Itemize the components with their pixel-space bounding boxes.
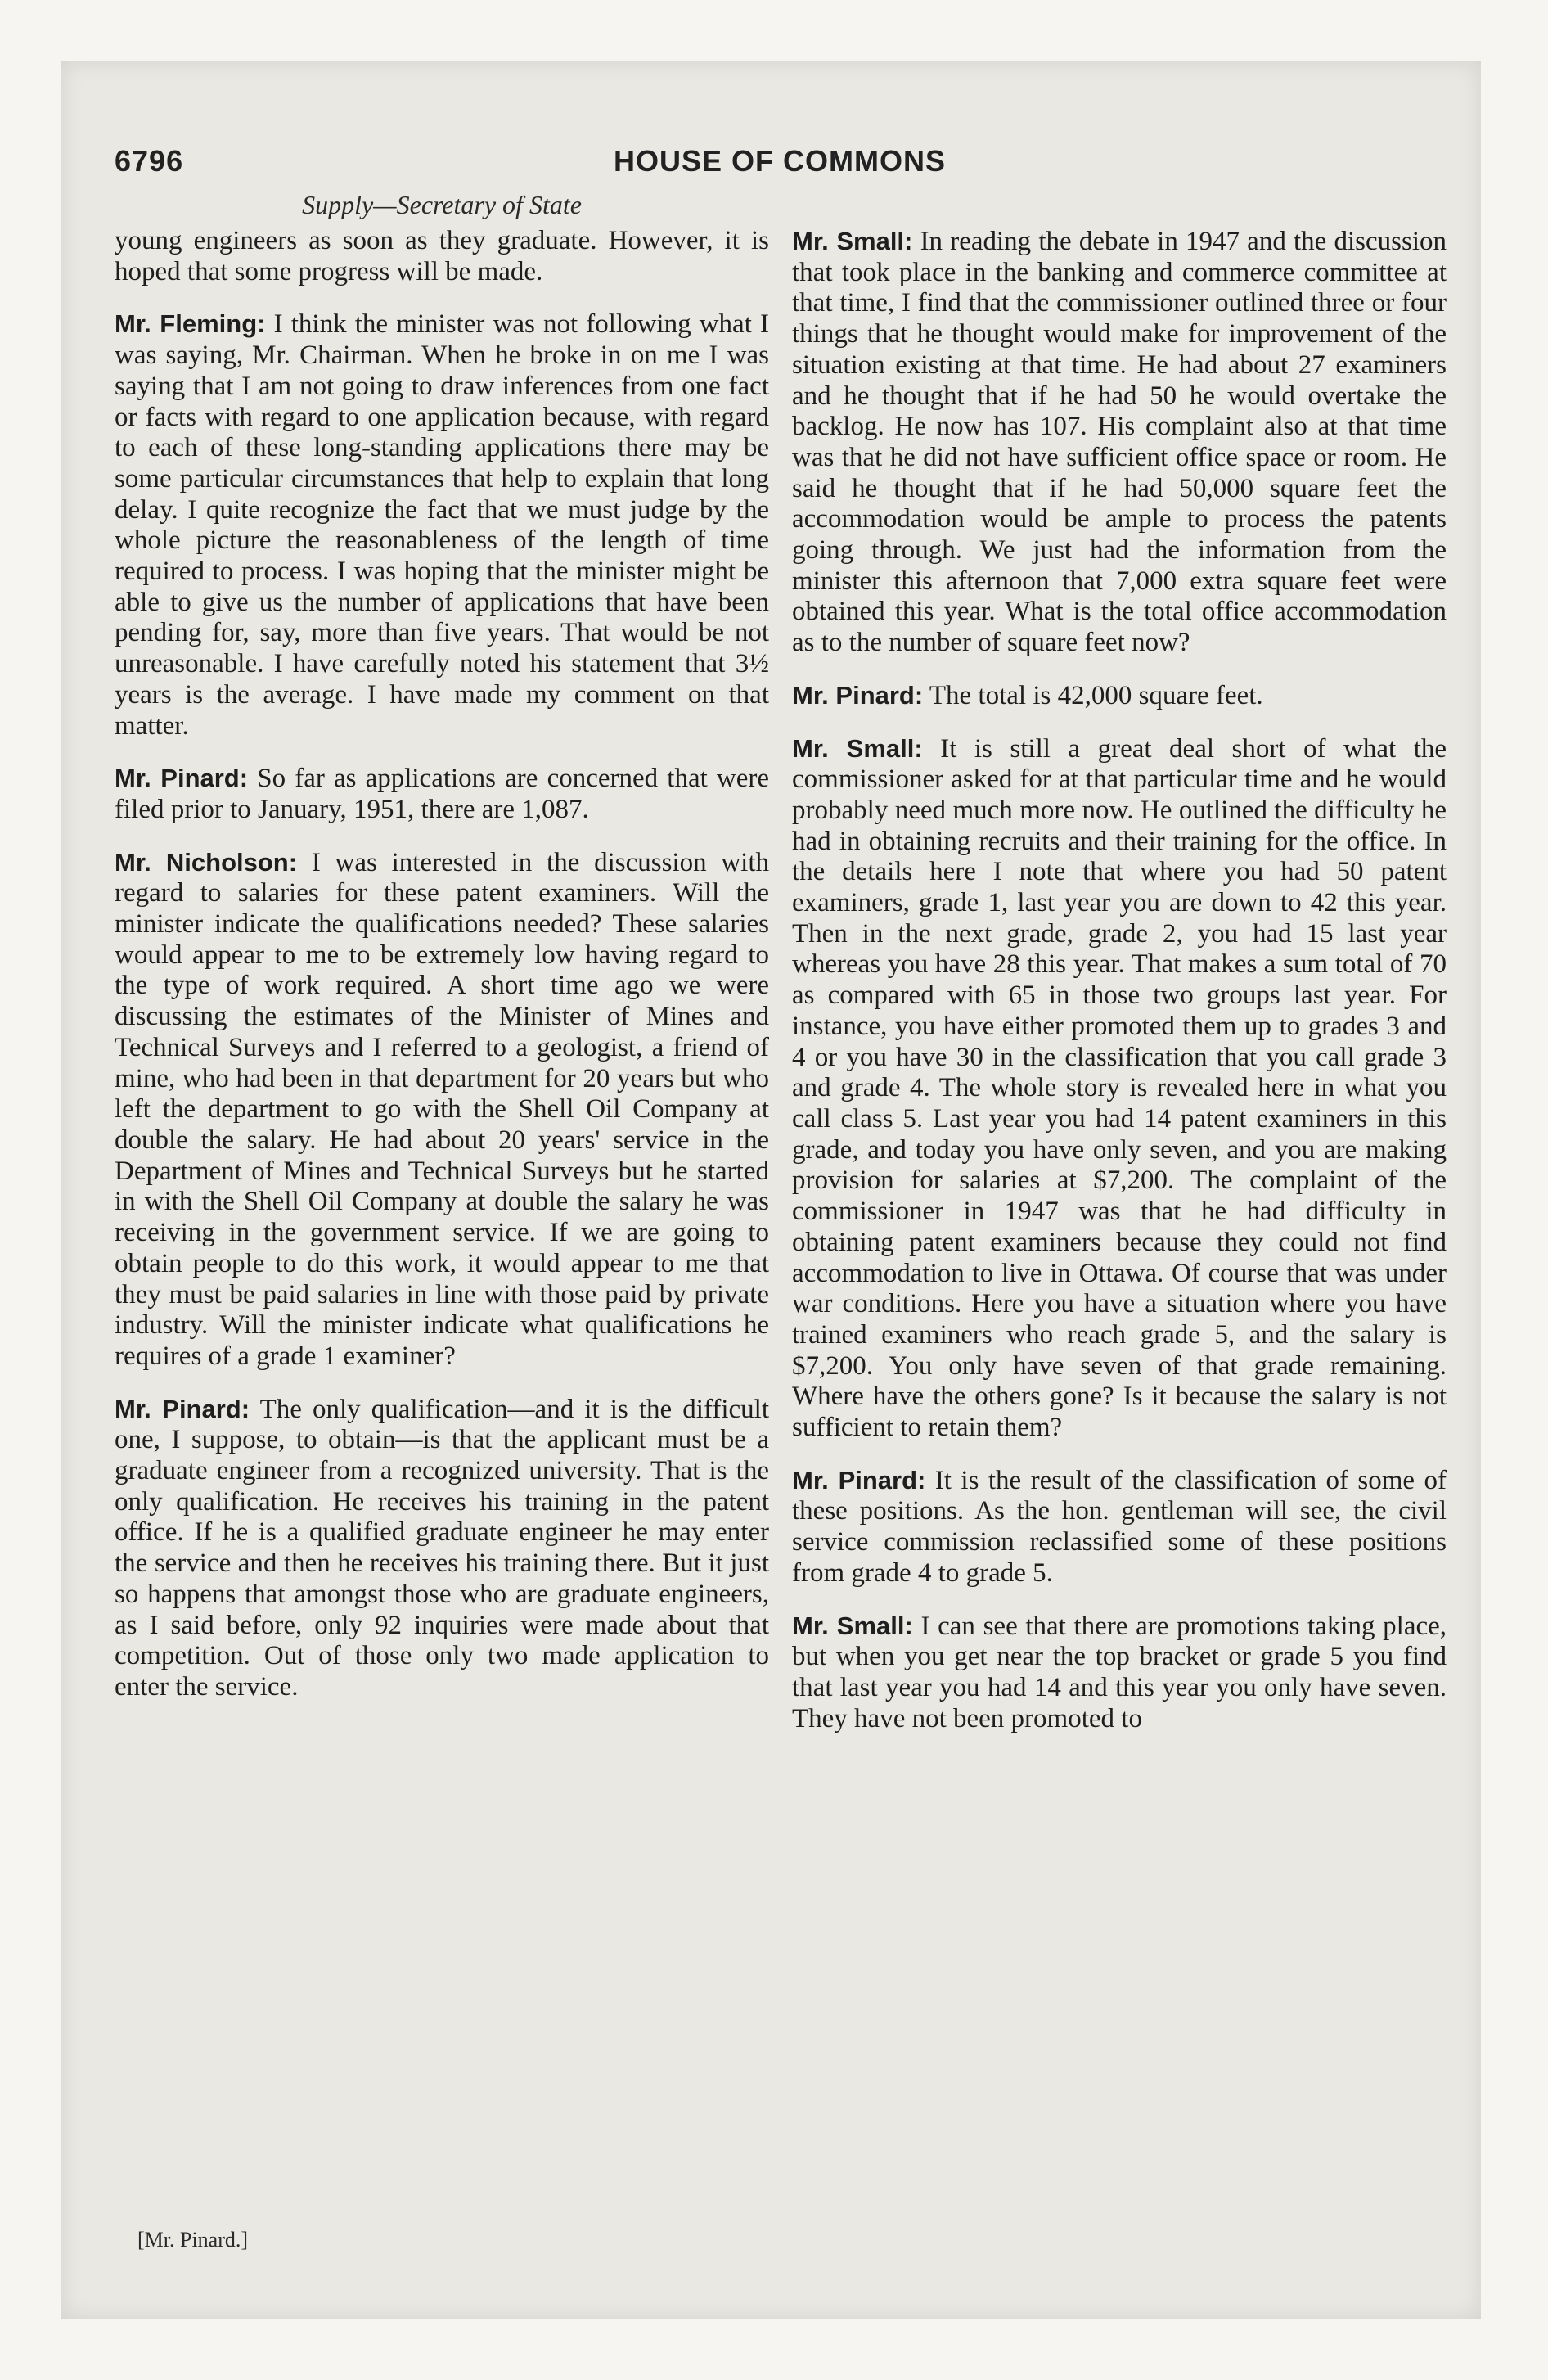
paragraph-pinard	[792, 680, 1447, 712]
speaker-name: Mr. Pinard:	[792, 680, 924, 710]
paragraph-text: So far as applications are concerned that were filed prior to January, 1951, there are 1,087.	[115, 764, 770, 824]
paragraph-text: The total is 42,000 square feet.	[929, 680, 1263, 710]
right-column	[792, 226, 1447, 1734]
paragraph-pinard	[115, 1394, 769, 1703]
speaker-name: Mr. Pinard:	[115, 1394, 250, 1423]
paragraph-text: I was interested in the discussion with regard to salaries for these patent examiners. Will the minister indicate the qualifications needed? These salaries would appear to me to be extremely low having regard to the type of work required. A short time ago we were discussing the estimates of the Minister of Mines and Technical Surveys and I referred to a geologist, a friend of mine, who had been in that department for 20 years but who left the department to go with the Shell Oil Company at double the salary. He had about 20 years' service in the Department of Mines and Technical Surveys but he started in with the Shell Oil Company at double the salary he was receiving in the government service. If we are going to obtain people to do this work, it would appear to me that they must be paid salaries in line with those paid by private industry. Will the minister indicate what qualifications he requires of a grade 1 examiner?	[115, 847, 769, 1371]
speaker-name: Mr. Small:	[792, 1611, 913, 1640]
page-title: HOUSE OF COMMONS	[613, 144, 946, 178]
paragraph-text: I think the minister was not following what I was saying, Mr. Chairman. When he broke in on me I was saying that I am not going to draw inferences from one fact or facts with regard to one application because, with regard to each of these long-standing applications there may be some particular circumstances that help to explain that long delay. I quite recognize the fact that we must judge by the whole picture the reasonableness of the length of time required to process. I was hoping that the minister might be able to give us the number of applications that have been pending for, say, more than five years. That would be not unreasonable. I have carefully noted his statement that 3½ years is the average. I have made my comment on that matter.	[115, 309, 770, 741]
page-header	[115, 144, 1445, 185]
speaker-name: Mr. Small:	[792, 733, 923, 763]
paragraph-small	[792, 733, 1447, 1444]
speaker-name: Mr. Pinard:	[792, 1465, 926, 1494]
speaker-name: Mr. Fleming:	[115, 309, 266, 339]
paragraph-fleming	[115, 309, 769, 741]
paragraph-text: I can see that there are promotions taking place, but when you get near the top bracket or grade 5 you find that last year you had 14 and this year you only have seven. They have not been promoted to	[792, 1611, 1447, 1733]
paragraph-text: In reading the debate in 1947 and the discussion that took place in the banking and commerce committee at that time, I find that the commissioner outlined three or four things that he thought would make for improvement of the situation existing at that time. He had about 27 examiners and he thought that if he had 50 he would overtake the backlog. He now has 107. His complaint also at that time was that he did not have sufficient office space or room. He said he thought that if he had 50,000 square feet the accommodation would be ample to process the patents going through. We just had the information from the minister this afternoon that 7,000 extra square feet were obtained this year. What is the total office accommodation as to the number of square feet now?	[792, 227, 1447, 658]
paragraph-small	[792, 1611, 1447, 1735]
paragraph-pinard	[792, 1465, 1447, 1589]
paragraph-pinard	[115, 763, 769, 825]
paragraph-small	[792, 226, 1447, 659]
paragraph-text: It is the result of the classification of some of these positions. As the hon. gentleman will see, the civil service commission reclassified some of these positions from grade 4 to grade 5.	[792, 1465, 1447, 1588]
speaker-name: Mr. Nicholson:	[115, 847, 298, 877]
speaker-name: Mr. Pinard:	[115, 764, 249, 793]
paragraph-continuation	[115, 226, 769, 287]
paragraph-text: young engineers as soon as they graduate. However, it is hoped that some progress will be made.	[115, 226, 769, 286]
paragraph-text: It is still a great deal short of what the commissioner asked for at that particular time and he would probably need much more now. He outlined the difficulty he had in obtaining recruits and their training for the office. In the details here I note that where you had 50 patent examiners, grade 1, last year you are down to 42 this year. Then in the next grade, grade 2, you had 15 last year whereas you have 28 this year. That makes a sum total of 70 as compared with 65 in those two groups last year. For instance, you have either promoted them up to grades 3 and 4 or you have 30 in the classification that you call grade 3 and grade 4. The whole story is revealed here in what you call class 5. Last year you had 14 patent examiners in this grade, and today you have only seven, and you are making provision for salaries at $7,200. The complaint of the commissioner in 1947 was that he had difficulty in obtaining patent examiners because they could not find accommodation to live in Ottawa. Of course that was under war conditions. Here you have a situation where you have trained examiners who reach grade 5, and the salary is $7,200. You only have seven of that grade remaining. Where have the others gone? Is it because the salary is not sufficient to retain them?	[792, 733, 1447, 1443]
speaker-name: Mr. Small:	[792, 227, 913, 255]
left-column	[115, 226, 769, 1703]
section-subtitle: Supply—Secretary of State	[302, 190, 582, 219]
paragraph-nicholson	[115, 847, 769, 1373]
paragraph-text: The only qualification—and it is the difficult one, I suppose, to obtain—is that the applicant must be a graduate engineer from a recognized university. That is the only qualification. He receives his training in the patent office. If he is a qualified graduate engineer he may enter the service and then he receives his training there. But it just so happens that amongst those who are graduate engineers, as I said before, only 92 inquiries were made about that competition. Out of those only two made application to enter the service.	[115, 1394, 769, 1702]
page-number: 6796	[115, 144, 184, 178]
footer-speaker-note: [Mr. Pinard.]	[137, 2228, 249, 2252]
